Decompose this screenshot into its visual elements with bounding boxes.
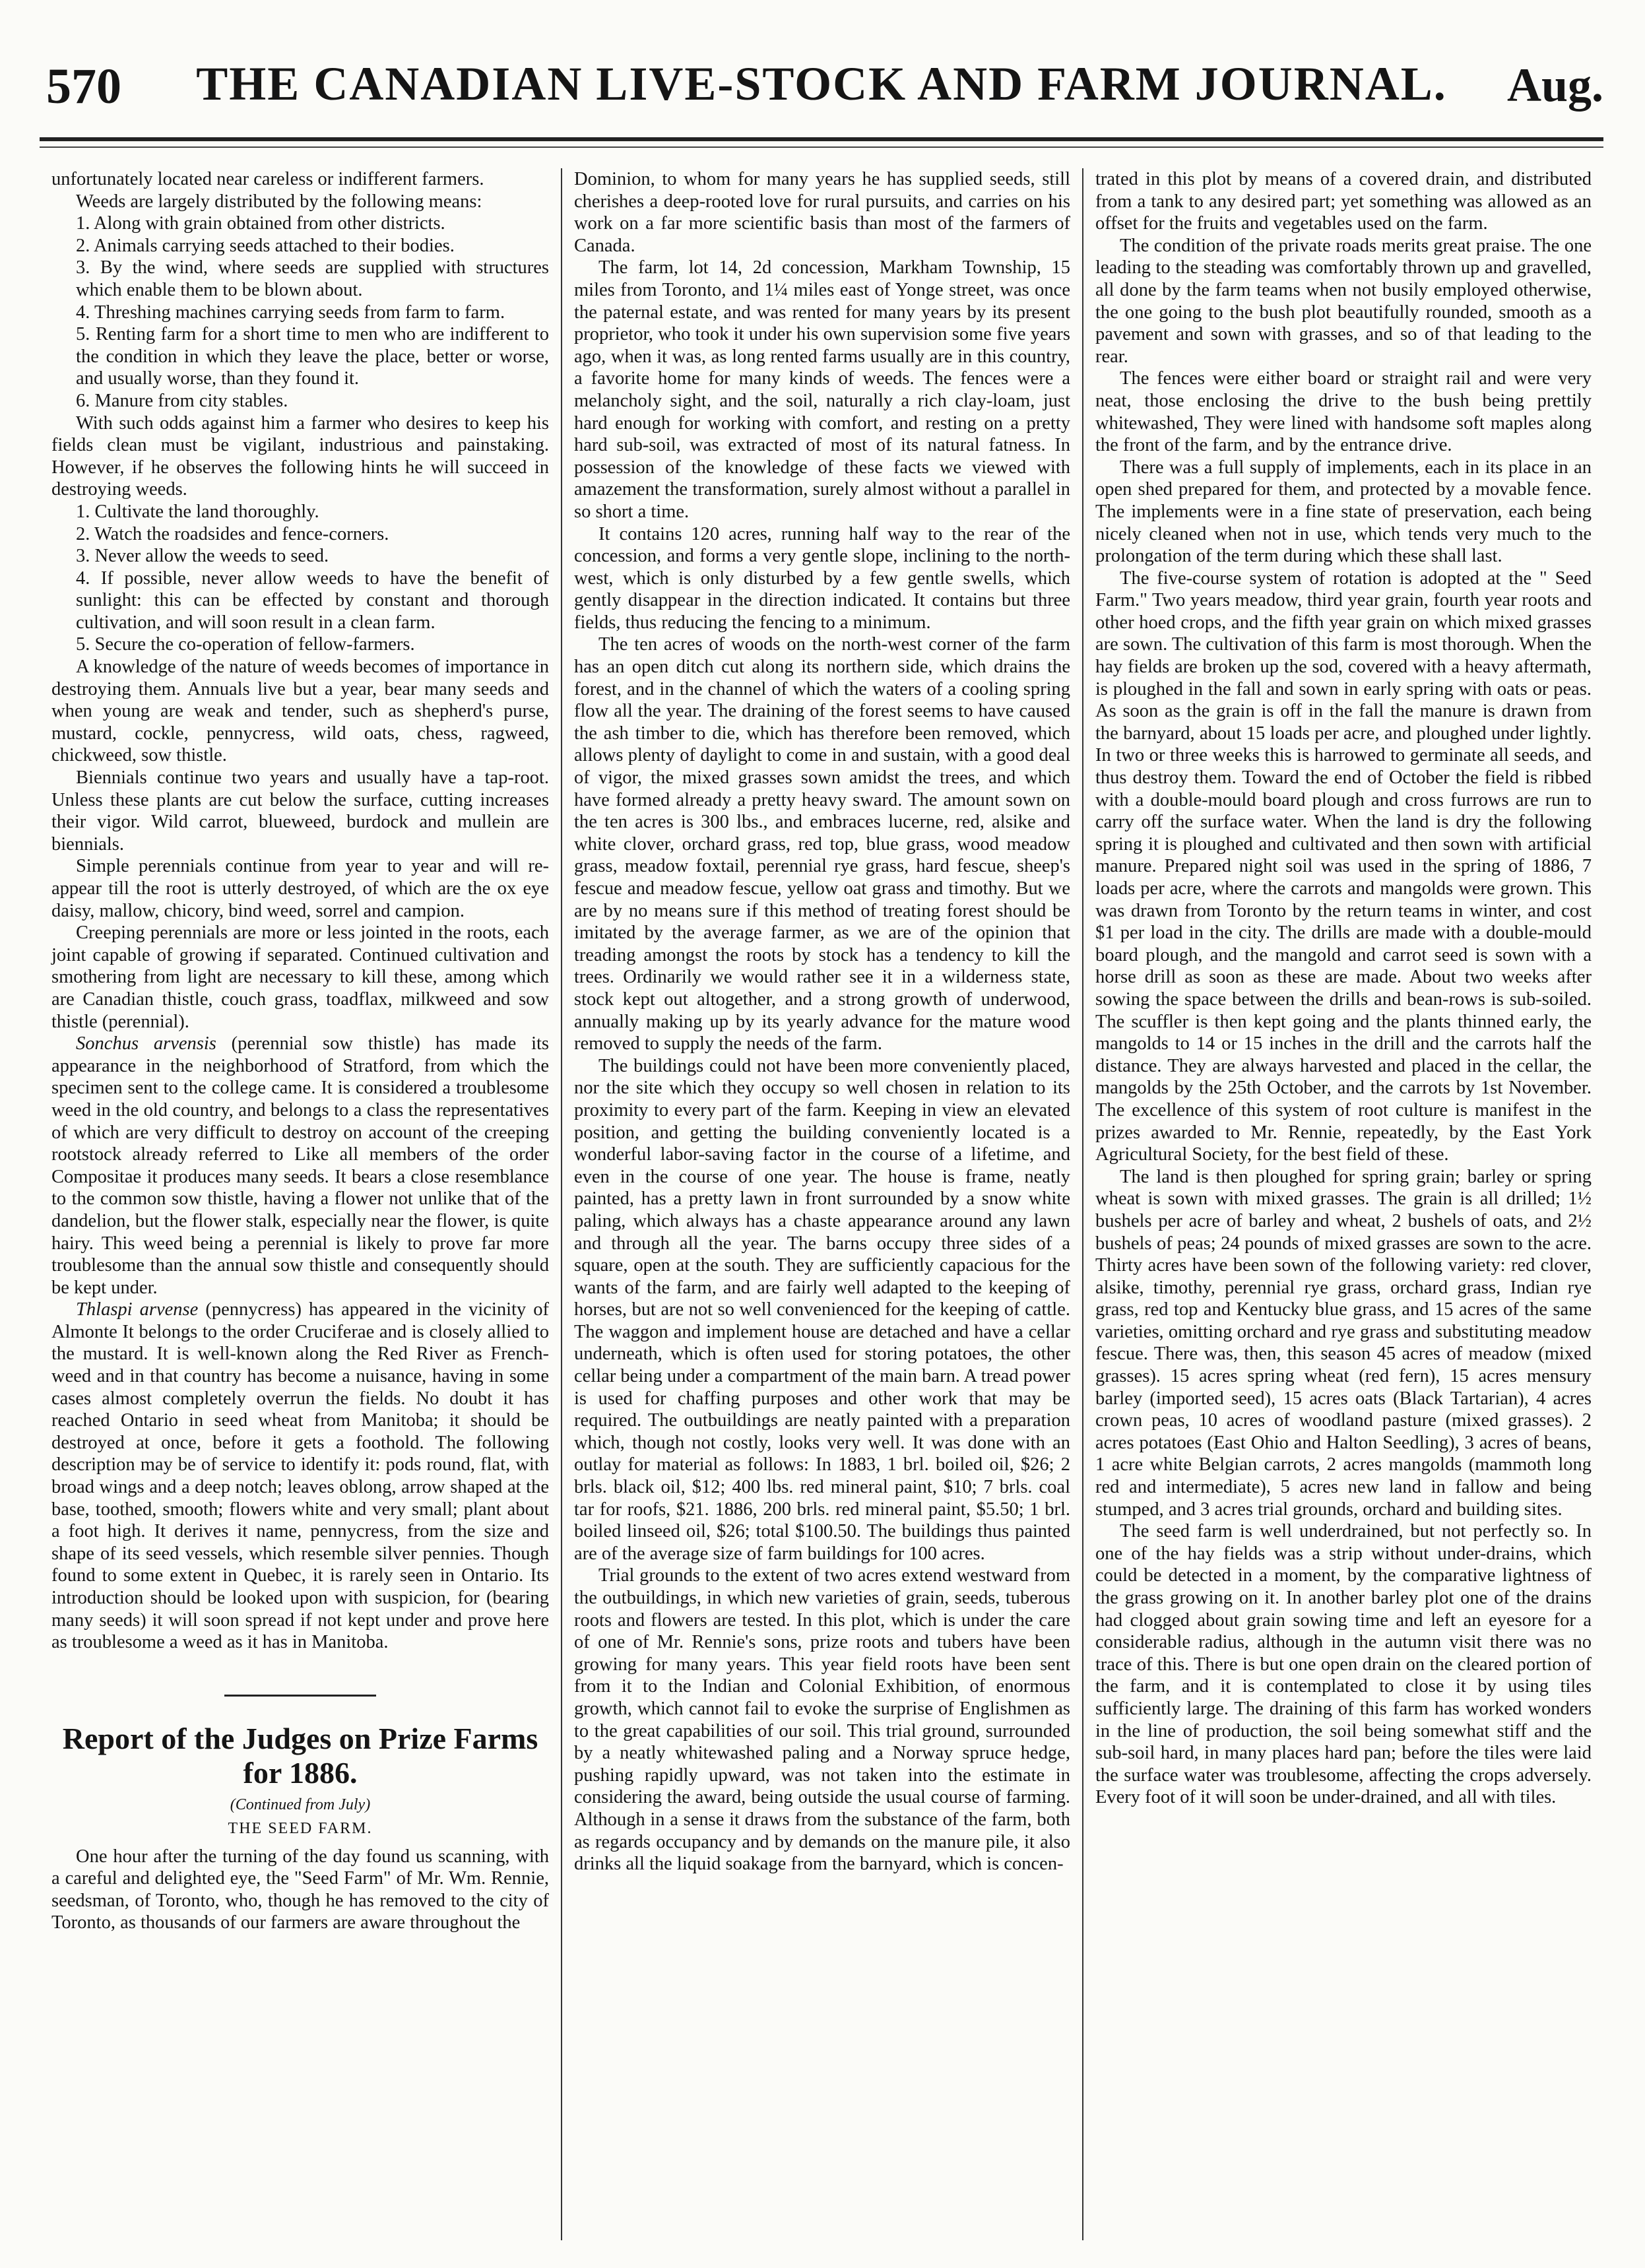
column-3 — [1082, 168, 1603, 2240]
paragraph — [51, 1299, 549, 1654]
species-name: Thlaspi arvense — [76, 1299, 199, 1320]
paragraph: The buildings could not have been more conveniently placed, nor the site which they occupy so well chosen in relation to its proximity to every part of the farm. Keeping in view an elevated position, and getting the building conveniently located is a wonderful labor-saving factor in the course of a lifetime, and even in the course of one year. The house is frame, neatly painted, has a pretty lawn in front surrounded by a snow white paling, which always has a chaste appearance around any lawn and through all the year. The barns occupy three sides of a square, open at the south. They are sufficiently capacious for the wants of the farm, and are fairly well adapted to the keeping of horses, but are not so well convenienced for the keeping of cattle. The waggon and implement house are detached and have a cellar underneath, which is often used for storing potatoes, the other cellar being under a compartment of the main barn. A tread power is used for chaffing purposes and other work that may be required. The outbuildings are neatly painted with a preparation which, though not costly, looks very well. It was done with an outlay for material as follows: In 1883, 1 brl. boiled oil, $26; 2 brls. black oil, $12; 400 lbs. red mineral paint, $10; 7 brls. coal tar for roofs, $21. 1886, 200 brls. red mineral paint, $5.50; 1 brl. boiled linseed oil, $26; total $100.50. The buildings thus painted are of the average size of farm buildings for 100 acres. — [574, 1055, 1070, 1564]
list-item: 1. Along with grain obtained from other districts. — [76, 213, 445, 234]
paragraph: The ten acres of woods on the north-west corner of the farm has an open ditch cut along its northern side, which drains the forest, and in the channel of which the waters of a cooling spring flow all the year. The draining of the forest seems to have caused the ash timber to die, which has therefore been removed, which allows plenty of daylight to come in and sustain, with a good deal of vigor, the mixed grasses sown amidst the trees, and which have formed already a pretty heavy sward. The amount sown on the ten acres is 300 lbs., and embraces lucerne, red, alsike and white clover, orchard grass, red top, blue grass, wood meadow grass, meadow foxtail, perennial rye grass, hard fescue, sheep's fescue and meadow fescue, yellow oat grass and timothy. But we are by no means sure if this method of treating forest should be imitated by the average farmer, as we are of the opinion that treading amongst the roots by stock has a tendency to kill the trees. Ordinarily we would rather see it in a wilderness state, stock kept out altogether, and a strong growth of underwood, annually making up by its yearly advance for the mature wood removed to supply the needs of the farm. — [574, 634, 1070, 1054]
paragraph: Dominion, to whom for many years he has supplied seeds, still cherishes a deep-rooted love for rural pursuits, and carries on his work on a far more scientific basis than most of the farmers of Canada. — [574, 169, 1070, 256]
paragraph: The farm, lot 14, 2d concession, Markham Township, 15 miles from Toronto, and 1¼ miles east of Yonge street, was once the paternal estate, and was rented for many years by its present proprietor, who took it under his own supervision some five years ago, when it was, as long rented farms usually are in this country, a favorite home for many kinds of weeds. The fences were a melancholy sight, and the soil, naturally a rich clay-loam, just hard enough for working with comfort, and resting on a pretty hard sub-soil, was extracted of most of its natural fatness. In possession of the knowledge of these facts we viewed with amazement the transformation, surely almost without a parallel in so short a time. — [574, 257, 1070, 522]
list-item: 5. Renting farm for a short time to men who are indifferent to the condition in which they leave the place, better or worse, and usually worse, than they found it. — [76, 324, 549, 389]
list-item: 6. Manure from city stables. — [76, 390, 288, 411]
paragraph: Weeds are largely distributed by the following means: — [76, 191, 482, 212]
paragraph: The seed farm is well underdrained, but not perfectly so. In one of the hay fields was a strip without under-drains, which could be detected in a moment, by the comparative lightness of the grass growing on it. In another barley plot one of the drains had clogged about grain sowing time and left an eyesore for a considerable radius, although in the autumn visit there was no trace of this. There is but one open drain on the cleared portion of the farm, and it is contemplated to close it by using tiles sufficiently large. The draining of this farm has worked wonders in the line of production, the soil being somewhat stiff and the sub-soil hard, in many places hard pan; before the tiles were laid the surface water was troublesome, affecting the crops adversely. Every foot of it will soon be under-drained, and all with tiles. — [1095, 1521, 1592, 1808]
paragraph: Biennials continue two years and usually have a tap-root. Unless these plants are cut below the surface, cutting increases their vigor. Wild carrot, blueweed, burdock and mullein are biennials. — [51, 767, 549, 855]
journal-title: THE CANADIAN LIVE-STOCK AND FARM JOURNAL. — [196, 57, 1447, 110]
section-subtitle: (Continued from July) — [230, 1796, 371, 1814]
list-item: 4. Threshing machines carrying seeds from farm to farm. — [76, 302, 505, 323]
list-item: 3. By the wind, where seeds are supplied with structures which enable them to be blown about. — [76, 257, 549, 300]
paragraph: The five-course system of rotation is adopted at the " Seed Farm." Two years meadow, third year grain, fourth year roots and other hoed crops, and the fifth year grain on which mixed grasses are sown. The cultivation of this farm is most thorough. When the hay fields are broken up the sod, covered with a heavy aftermath, is ploughed in the fall and sown in early spring with oats or peas. As soon as the grain is off in the fall the manure is drawn from the barnyard, about 15 loads per acre, and ploughed under lightly. In two or three weeks this is harrowed to germinate all seeds, and thus destroy them. Toward the end of October the field is ribbed with a double-mould board plough and cross furrows are run to carry off the surface water. When the land is dry the following spring it is ploughed and cultivated and then sown with artificial manure. Prepared night soil was used in the spring of 1886, 7 loads per acre, where the carrots and mangolds were grown. This was drawn from Toronto by the return teams in winter, and cost $1 per load in the city. The drills are made with a double-mould board plough, and the mangold and carrot seed is sown with a horse drill as soon as these are made. About two weeks after sowing the space between the drills and bean-rows is sub-soiled. The scuffler is then kept going and the plants thinned early, the mangolds to 14 or 15 inches in the drill and the carrots half the distance. They are always harvested and placed in the cellar, the mangolds by the 25th October, and the carrots by 1st November. The excellence of this system of root culture is manifest in the prizes awarded to Mr. Rennie, repeatedly, by the East York Agricultural Society, for the best field of these. — [1095, 567, 1592, 1165]
paragraph: It contains 120 acres, running half way to the rear of the concession, and forms a very gentle slope, inclining to the north-west, which is only disturbed by a few gentle swells, which gently disappear in the direction indicated. It contains but three fields, thus reducing the fencing to a minimum. — [574, 523, 1070, 633]
paragraph: Simple perennials continue from year to year and will re-appear till the root is utterly destroyed, of which are the ox eye daisy, mallow, chicory, bind weed, sorrel and campion. — [51, 856, 549, 921]
header-rule — [40, 137, 1603, 141]
paragraph: The land is then ploughed for spring grain; barley or spring wheat is sown with mixed grasses. The grain is all drilled; 1½ bushels per acre of barley and wheat, 2 bushels of oats, and 2½ bushels of peas; 24 pounds of mixed grasses are sown to the acre. Thirty acres have been sown of the following variety: red clover, alsike, timothy, perennial rye grass, orchard grass, Indian rye grass, red top and Kentucky blue grass, and 15 acres of the same varieties, omitting orchard and rye grass and substituting meadow fescue. There was, then, this season 45 acres of meadow (mixed grasses). 15 acres spring wheat (red fern), 15 acres mensury barley (imported seed), 15 acres oats (Black Tartarian), 4 acres crown peas, 10 acres of woodland pasture (mixed grasses). 2 acres potatoes (East Ohio and Halton Seedling), 3 acres of beans, 1 acre white Belgian carrots, 2 acres mangolds (mammoth long red and intermediate), 5 acres new land in fallow and being stumped, and 3 acres trial grounds, orchard and building sites. — [1095, 1166, 1592, 1520]
paragraph-text: (pennycress) has appeared in the vicinity of Almonte It belongs to the order Cruciferae and is closely allied to the mustard. It is well-known along the Red River as French-weed and in that country has become a nuisance, having in some cases almost completely overrun the fields. No doubt it has reached Ontario in seed wheat from Manitoba; it should be destroyed at once, before it gets a foothold. The following description may be of service to identify it: pods round, flat, with broad wings and a deep notch; leaves oblong, arrow shaped at the base, toothed, smooth; flowers white and very small; plant about a foot high. It derives it name, pennycress, from the size and shape of its seed vessels, which resemble silver pennies. Though found to some extent in Quebec, it is rarely seen in Ontario. Its introduction should be looked upon with suspicion, for (bearing many seeds) it will soon spread if not kept under and prove here as troublesome a weed as it has in Manitoba. — [51, 1299, 549, 1653]
article-columns — [40, 168, 1603, 2247]
paragraph: The condition of the private roads merits great praise. The one leading to the steading was comfortably thrown up and gravelled, all done by the farm teams when not busily employed otherwise, the one going to the bush plot beautifully rounded, smooth as a pavement and sown with grasses, and so of that leading to the rear. — [1095, 235, 1592, 367]
paragraph: One hour after the turning of the day found us scanning, with a careful and delighted eye, the "Seed Farm" of Mr. Wm. Rennie, seedsman, of Toronto, who, though he has removed to the city of Toronto, as thousands of our farmers are aware throughout the — [51, 1846, 549, 1933]
page-header — [40, 53, 1603, 125]
issue-month: Aug. — [1506, 59, 1603, 112]
section-divider — [51, 1680, 549, 1702]
list-item: 1. Cultivate the land thoroughly. — [76, 501, 319, 522]
paragraph: trated in this plot by means of a covered drain, and distributed from a tank to any desired part; yet something was allowed as an offset for the fruits and vegetables used on the farm. — [1095, 169, 1592, 234]
paragraph-text: (perennial sow thistle) has made its appearance in the neighborhood of Stratford, from which the specimen sent to the college came. It is considered a troublesome weed in the old country, and belongs to a class the representatives of which are very difficult to destroy on account of the creeping rootstock already referred to Like all members of the order Compositae it produces many seeds. It bears a close resemblance to the common sow thistle, having a flower not unlike that of the dandelion, but the flower stalk, especially near the flower, is quite hairy. This weed being a perennial is likely to prove far more troublesome than the annual sow thistle and consequently should be kept under. — [51, 1033, 550, 1298]
section-title: Report of the Judges on Prize Farms for 1886. — [62, 1722, 538, 1790]
paragraph: Creeping perennials are more or less jointed in the roots, each joint capable of growing if separated. Continued cultivation and smothering from light are necessary to kill these, among which are Canadian thistle, couch grass, toadflax, milkweed and sow thistle (perennial). — [51, 923, 549, 1032]
species-name: Sonchus arvensis — [76, 1033, 216, 1054]
column-1 — [40, 168, 561, 2240]
list-item: 2. Animals carrying seeds attached to their bodies. — [76, 235, 455, 256]
paragraph: With such odds against him a farmer who desires to keep his fields clean must be vigilant, industrious and painstaking. However, if he observes the following hints he will succeed in destroying weeds. — [51, 412, 549, 500]
paragraph: The fences were either board or straight rail and were very neat, those enclosing the drive to the bush being prettily whitewashed, They were lined with handsome soft maples along the front of the farm, and by the entrance drive. — [1095, 368, 1592, 456]
list-item: 2. Watch the roadsides and fence-corners. — [76, 523, 389, 544]
list-item: 4. If possible, never allow weeds to have the benefit of sunlight: this can be effected by constant and thorough cultivation, and will soon result in a clean farm. — [76, 567, 549, 633]
list-item: 5. Secure the co-operation of fellow-farmers. — [76, 634, 415, 655]
paragraph: There was a full supply of implements, each in its place in an open shed prepared for them, and protected by a movable fence. The implements were in a fine state of preservation, each being nicely cleaned when not in use, which tends very much to the prolongation of the term during which these shall last. — [1095, 457, 1592, 567]
header-rule-thin — [40, 146, 1603, 148]
paragraph — [51, 1033, 549, 1299]
section-heading: THE SEED FARM. — [228, 1819, 373, 1837]
column-2 — [561, 168, 1082, 2240]
page-number: 570 — [46, 59, 121, 114]
paragraph: unfortunately located near careless or indifferent farmers. — [51, 169, 484, 189]
paragraph: A knowledge of the nature of weeds becomes of importance in destroying them. Annuals live but a year, bear many seeds and when young are weak and tender, such as shepherd's purse, mustard, cockle, pennycress, wild oats, chess, ragweed, chickweed, sow thistle. — [51, 657, 549, 766]
paragraph: Trial grounds to the extent of two acres extend westward from the outbuildings, in which new varieties of grain, seeds, tuberous roots and flowers are tested. In this plot, which is under the care of one of Mr. Rennie's sons, prize roots and tubers have been growing for many years. This year field roots have been sent from it to the Indian and Colonial Exhibition, of enormous growth, which cannot fail to evoke the surprise of Englishmen as to the great capabilities of our soil. This trial ground, surrounded by a neatly whitewashed paling and a Norway spruce hedge, pushing rapidly upward, was not taken into the estimate in considering the award, being outside the usual course of farming. Although in a sense it draws from the substance of the farm, both as regards occupancy and by demands on the manure pile, it also drinks all the liquid soakage from the barnyard, which is concen- — [574, 1565, 1070, 1875]
list-item: 3. Never allow the weeds to seed. — [76, 546, 329, 567]
